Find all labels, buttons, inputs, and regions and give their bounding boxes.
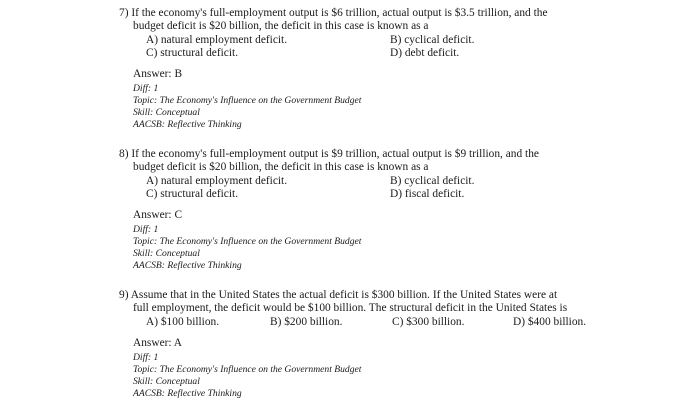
question-7-stem-line-1: 7) If the economy's full-employment output is $6 trillion, actual output is $3.5 trillion, and the: [119, 7, 548, 19]
question-9-skill: Skill: Conceptual: [133, 376, 200, 387]
question-8-answer: Answer: C: [133, 209, 183, 221]
question-9-aacsb: AACSB: Reflective Thinking: [133, 388, 242, 399]
question-8-option-a: A) natural employment deficit.: [146, 175, 288, 187]
question-9-stem-line-1: 9) Assume that in the United States the actual deficit is $300 billion. If the United States were at: [119, 289, 558, 301]
question-7-option-c: C) structural deficit.: [146, 47, 239, 59]
question-9-diff: Diff: 1: [133, 352, 159, 363]
question-7-option-d: D) debt deficit.: [390, 47, 460, 59]
question-9-option-a: A) $100 billion.: [146, 316, 220, 328]
question-8-stem-line-2: budget deficit is $20 billion, the deficit in this case is known as a: [133, 161, 429, 173]
question-8-option-b: B) cyclical deficit.: [390, 175, 475, 187]
question-9-answer: Answer: A: [133, 337, 183, 349]
question-8-skill: Skill: Conceptual: [133, 248, 200, 259]
question-7-aacsb: AACSB: Reflective Thinking: [133, 119, 242, 130]
question-7-option-b: B) cyclical deficit.: [390, 34, 475, 46]
question-9-topic: Topic: The Economy's Influence on the Government Budget: [133, 364, 362, 375]
question-8-option-d: D) fiscal deficit.: [390, 188, 465, 200]
question-8-option-c: C) structural deficit.: [146, 188, 239, 200]
question-8-topic: Topic: The Economy's Influence on the Government Budget: [133, 236, 362, 247]
question-9-option-b: B) $200 billion.: [270, 316, 343, 328]
question-7-answer: Answer: B: [133, 68, 183, 80]
question-8-aacsb: AACSB: Reflective Thinking: [133, 260, 242, 271]
question-9-stem-line-2: full employment, the deficit would be $100 billion. The structural deficit in the United States is: [133, 302, 568, 314]
question-7-topic: Topic: The Economy's Influence on the Government Budget: [133, 95, 362, 106]
question-7-skill: Skill: Conceptual: [133, 107, 200, 118]
question-8-diff: Diff: 1: [133, 224, 159, 235]
question-7-option-a: A) natural employment deficit.: [146, 34, 288, 46]
question-7-diff: Diff: 1: [133, 83, 159, 94]
question-8-stem-line-1: 8) If the economy's full-employment output is $9 trillion, actual output is $9 trillion, and the: [119, 148, 539, 160]
question-7-stem-line-2: budget deficit is $20 billion, the deficit in this case is known as a: [133, 20, 429, 32]
question-9-option-d: D) $400 billion.: [513, 316, 587, 328]
question-9-option-c: C) $300 billion.: [392, 316, 465, 328]
